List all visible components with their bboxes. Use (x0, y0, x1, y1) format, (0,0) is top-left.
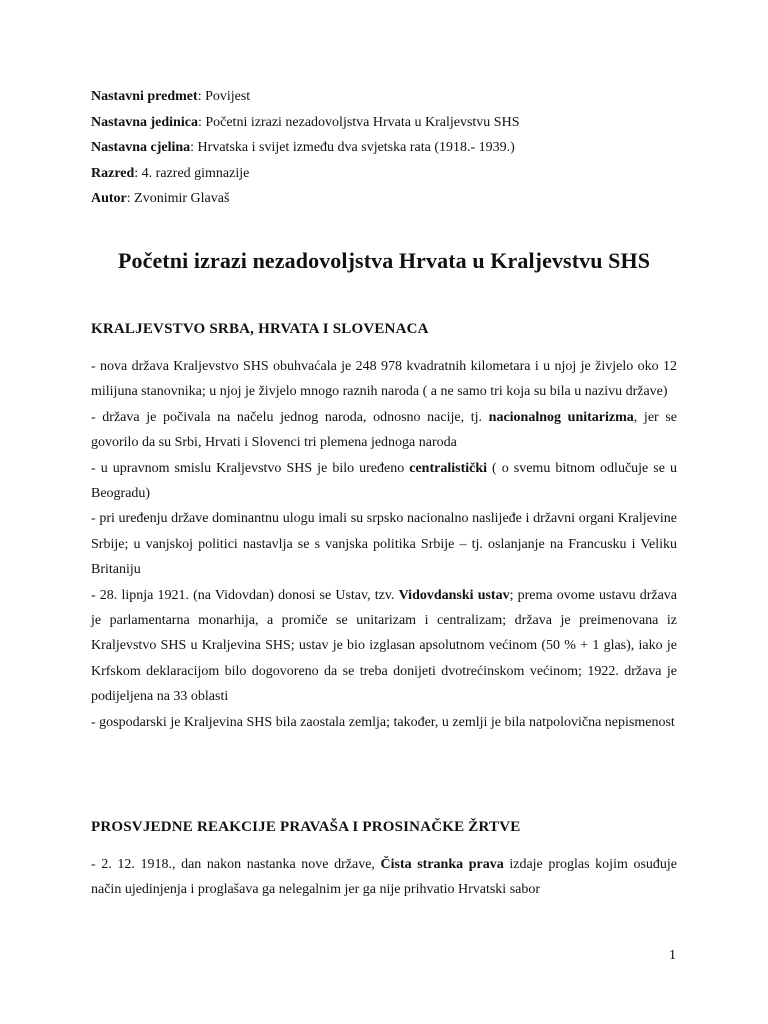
paragraph-bold-term: nacionalnog unitarizma (488, 409, 634, 425)
meta-grade-label: Razred (91, 165, 135, 181)
meta-theme-value: : Hrvatska i svijet između dva svjetska rata (1918.- 1939.) (190, 140, 515, 155)
page-number: 1 (669, 948, 676, 963)
meta-author-value: : Zvonimir Glavaš (126, 191, 230, 206)
paragraph-bold-term: Vidovdanski ustav (398, 587, 510, 603)
paragraph-text: - 2. 12. 1918., dan nakon nastanka nove države, (91, 857, 381, 872)
section-body-protests (91, 852, 677, 903)
paragraph (91, 456, 677, 507)
paragraph (91, 405, 677, 456)
paragraph: - nova država Kraljevstvo SHS obuhvaćala je 248 978 kvadratnih kilometara i u njoj je živjelo oko 12 milijuna stanovnika; u njoj je živjelo mnogo raznih naroda ( a ne samo tri koja su bila u nazivu države) (91, 359, 677, 400)
meta-theme-label: Nastavna cjelina (91, 140, 191, 155)
meta-subject-value: : Povijest (197, 89, 251, 104)
meta-subject-label: Nastavni predmet (91, 89, 198, 104)
document-metadata (91, 84, 691, 212)
section-body-kingdom (91, 354, 677, 735)
paragraph-text: , jer se govorilo da su Srbi, Hrvati i Slovenci tri plemena jednoga naroda (91, 409, 677, 451)
paragraph (91, 852, 677, 903)
meta-unit-label: Nastavna jedinica (91, 114, 198, 130)
paragraph-text: ( o svemu bitnom odlučuje se u Beogradu) (91, 460, 677, 502)
paragraph-text: izdaje proglas kojim osuđuje način ujedinjenja i proglašava ga nelegalnim jer ga nije prihvatio Hrvatski sabor (91, 857, 677, 898)
meta-author (91, 186, 691, 212)
section-heading-protests: PROSVJEDNE REAKCIJE PRAVAŠA I PROSINAČKE ŽRTVE (91, 819, 521, 835)
paragraph-bold-term: Čista stranka prava (380, 857, 504, 872)
paragraph: - gospodarski je Kraljevina SHS bila zaostala zemlja; također, u zemlji je bila natpolovična nepismenost (91, 714, 675, 730)
meta-unit-value: : Početni izrazi nezadovoljstva Hrvata u Kraljevstvu SHS (197, 114, 520, 130)
meta-theme (91, 135, 691, 161)
paragraph-text: - 28. lipnja 1921. (na Vidovdan) donosi se Ustav, tzv. (91, 587, 399, 603)
meta-author-label: Autor (91, 191, 127, 206)
paragraph (91, 583, 677, 710)
section-heading-kingdom: KRALJEVSTVO SRBA, HRVATA I SLOVENACA (91, 321, 429, 337)
paragraph: - pri uređenju države dominantnu ulogu imali su srpsko nacionalno naslijeđe i državni organi Kraljevine Srbije; u vanjskoj politici nastavlja se s vanjska politika Srbije – tj. oslanjanje na Francusku i Veliku Britaniju (91, 511, 677, 578)
paragraph-bold-term: centralistički (409, 460, 488, 476)
meta-unit (91, 110, 691, 136)
page-title: Početni izrazi nezadovoljstva Hrvata u Kraljevstvu SHS (117, 248, 651, 273)
paragraph-text: - u upravnom smislu Kraljevstvo SHS je bilo uređeno (91, 460, 410, 476)
meta-subject (91, 84, 691, 110)
paragraph-text: ; prema ovome ustavu država je parlamentarna monarhija, a promiče se unitarizam i centralizam; država je preimenovana iz Kraljevstvo SHS u Kraljevina SHS; ustav je bio izglasan apsolutnom većinom (50 % + 1 glas), iako je Krfskom deklaracijom bilo dogovoreno da se treba donijeti dvotrećinskom većinom; 1922. država je podijeljena na 33 oblasti (91, 587, 678, 705)
meta-grade (91, 161, 691, 187)
paragraph-text: - država je počivala na načelu jednog naroda, odnosno nacije, tj. (91, 409, 489, 425)
meta-grade-value: : 4. razred gimnazije (134, 165, 250, 181)
